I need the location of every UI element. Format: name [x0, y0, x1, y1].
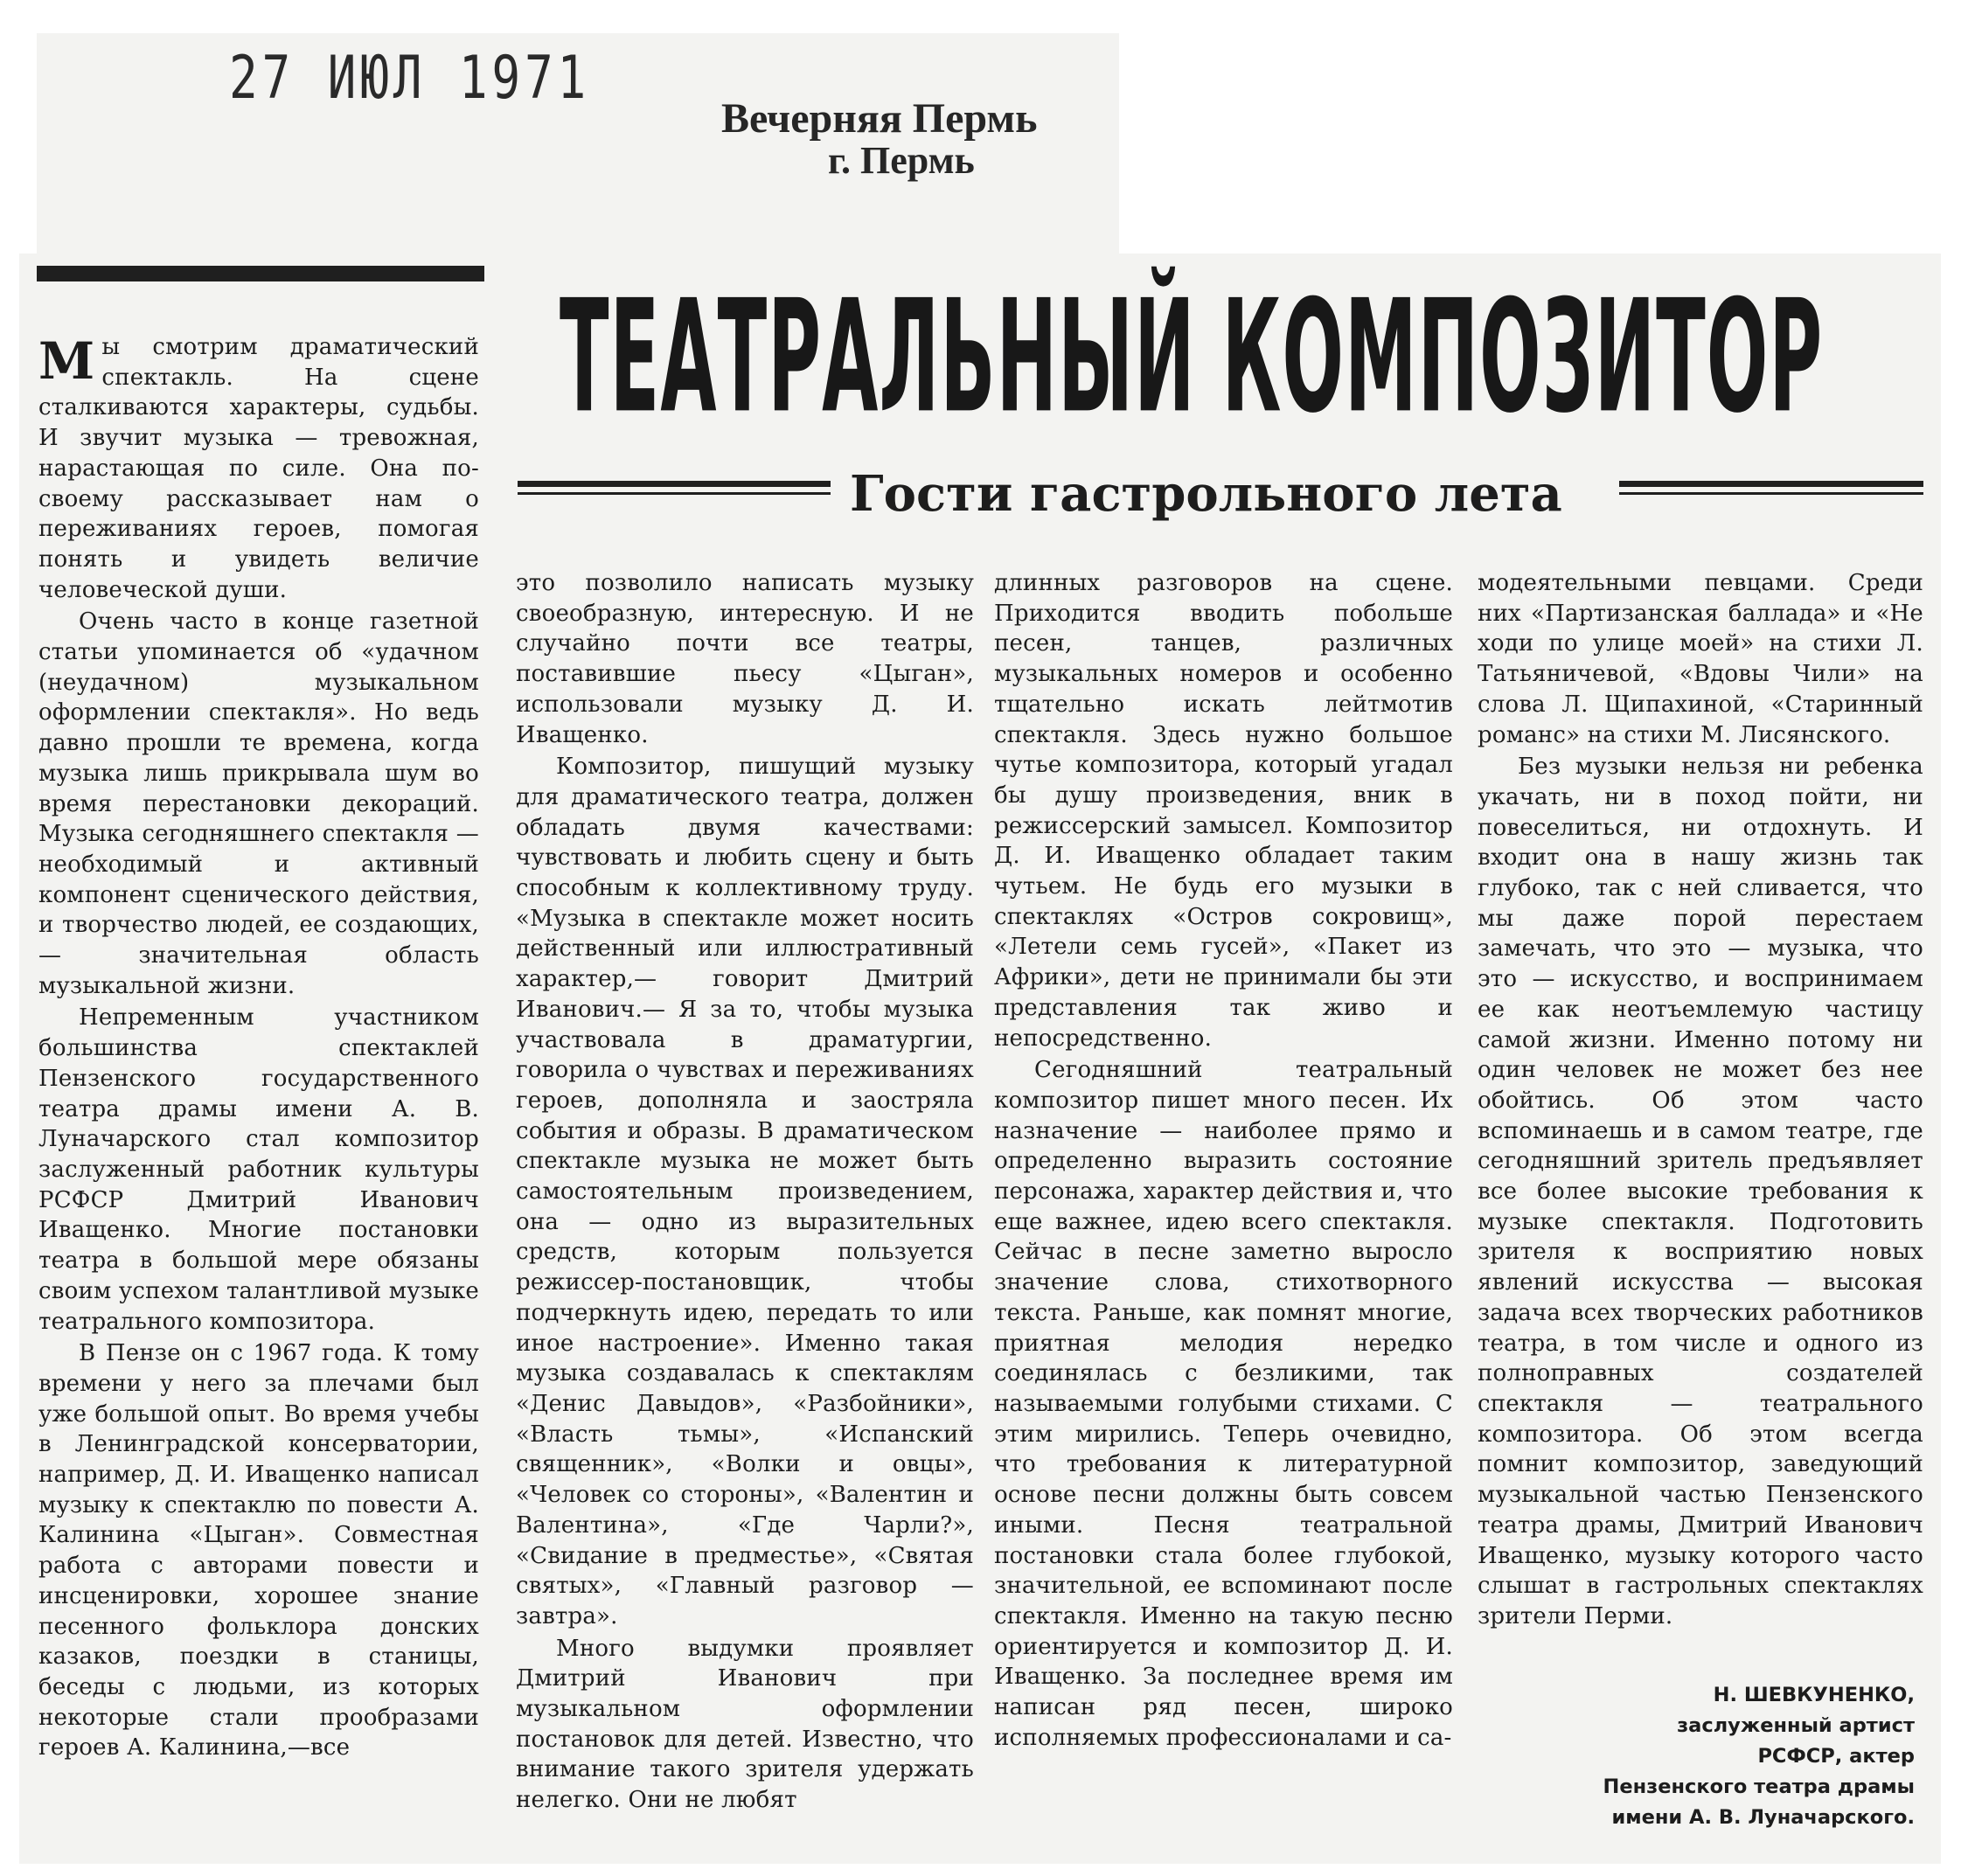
lead-text: ы смотрим драматический спектакль. На сцене сталкиваются характеры, судьбы. И звучит музыка — тревожная, нарастающая по силе. Она по-своему рассказывает нам о переживаниях героев, помогая понять и увидеть величие человеческой души.	[38, 334, 479, 603]
paragraph-continued: длинных разговоров на сцене. Приходится вводить побольше песен, танцев, различных музыкальных номеров и особенно тщательно искать лейтмотив спектакля. Здесь нужно большое чутье композитора, который угадал бы душу произведения, вник в режиссерский замысел. Композитор Д. И. Иващенко обладает таким чутьем. Не будь его музыки в спектаклях «Остров сокровищ», «Летели семь гусей», «Пакет из Африки», дети не принимали бы эти представления так живо и непосредственно.	[994, 570, 1453, 1052]
drop-cap: М	[38, 331, 95, 391]
paragraph: Композитор, пишущий музыку для драматического театра, должен обладать двумя качествами: чувствовать и любить сцену и быть способным к коллективному труду. «Музыка в спектакле может носить действенный или иллюстративный характер,— говорит Дмитрий Иванович.— Я за то, чтобы музыка участвовала в драматургии, говорила о чувствах и переживаниях героев, дополняла и заостряла события и образы. В драматическом спектакле музыка не может быть самостоятельным произведением, она — одно из выразительных средств, которым пользуется режиссер-постановщик, чтобы подчеркнуть идею, передать то или иное настроение». Именно такая музыка создавалась к спектаклям «Денис Давыдов», «Разбойники», «Власть тьмы», «Испанский священник», «Волки и овцы», «Человек со стороны», «Валентин и Валентина», «Где Чарли?», «Свидание в предместье», «Святая святых», «Главный разговор — завтра».	[516, 754, 974, 1629]
paragraph-continued: это позволило написать музыку своеобразную, интересную. И не случайно почти все театры, поставившие пьесу «Цыган», использовали музыку Д. И. Иващенко.	[516, 570, 974, 748]
subtitle-rule-left	[518, 481, 831, 487]
article-subtitle: Гости гастрольного лета	[850, 465, 1562, 523]
paragraph: В Пензе он с 1967 года. К тому времени у него за плечами был уже большой опыт. Во время учебы в Ленинградской консерватории, например, Д. И. Иващенко написал музыку к спектаклю по повести А. Калинина «Цыган». Совместная работа с авторами повести и инсценировки, хорошее знание песенного фольклора донских казаков, поездки в станицы, беседы с людьми, из которых некоторые стали прообразами героев А. Калинина,—все	[38, 1340, 479, 1761]
subtitle-rule-right	[1619, 481, 1923, 487]
article-column-3	[994, 568, 1453, 1754]
date-stamp: 27 ИЮЛ 1971	[229, 44, 591, 113]
article-column-1	[38, 332, 479, 1765]
paragraph: Очень часто в конце газетной статьи упоминается об «удачном (неудачном) музыкальном оформлении спектакля». Но ведь давно прошли те времена, когда музыка лишь прикрывала шум во время перестановки декораций. Музыка сегодняшнего спектакля — необходимый и активный компонент сценического действия, и творчество людей, ее создающих,— значительная область музыкальной жизни.	[38, 608, 479, 999]
author-signature	[1478, 1680, 1915, 1833]
author-title-line: РСФСР, актер	[1757, 1745, 1915, 1768]
subtitle-rule-right-thin	[1619, 492, 1923, 495]
author-title-line: Пензенского театра драмы	[1603, 1775, 1915, 1798]
paragraph: Сегодняшний театральный композитор пишет много песен. Их назначение — наиболее прямо и определенно выразить состояние персонажа, характер действия и, что еще важнее, идею всего спектакля. Сейчас в песне заметно выросло значение слова, стихотворного текста. Раньше, как помнят многие, приятная мелодия нередко соединялась с безликими, так называемыми голубыми стихами. С этим мирились. Теперь очевидно, что требования к литературной основе песни должны быть совсем иными. Песня театральной постановки стала более глубокой, значительной, ее вспоминают после спектакля. Именно на такую песню ориентируется и композитор Д. И. Иващенко. За последнее время им написан ряд песен, широко исполняемых профессионалами и са-	[994, 1057, 1453, 1751]
newspaper-name-stamp: Вечерняя Пермь	[721, 95, 1038, 142]
article-column-4	[1478, 568, 1923, 1634]
newspaper-city-stamp: г. Пермь	[828, 139, 975, 182]
author-name: Н. ШЕВКУНЕНКО,	[1713, 1684, 1915, 1706]
paragraph: Непременным участником большинства спектаклей Пензенского государственного театра драмы имени А. В. Луначарского стал композитор заслуженный работник культуры РСФСР Дмитрий Иванович Иващенко. Многие постановки театра в большой мере обязаны своим успехом талантливой музыке театрального композитора.	[38, 1004, 479, 1335]
article-column-2	[516, 568, 974, 1817]
author-title-line: заслуженный артист	[1677, 1714, 1915, 1737]
paragraph: Много выдумки проявляет Дмитрий Иванович при музыкальном оформлении постановок для детей. Известно, что внимание такого зрителя удержать нелегко. Они не любят	[516, 1635, 974, 1814]
paragraph-continued: модеятельными певцами. Среди них «Партизанская баллада» и «Не ходи по улице моей» на стихи Л. Татьяничевой, «Вдовы Чили» на слова Л. Щипахиной, «Старинный романс» на стихи М. Лисянского.	[1478, 570, 1923, 748]
article-headline: ТЕАТРАЛЬНЫЙ КОМПОЗИТОР	[560, 267, 1824, 448]
subtitle-rule-left-thin	[518, 492, 831, 495]
paragraph: Без музыки нельзя ни ребенка укачать, ни в поход пойти, ни повеселиться, ни отдохнуть. И входит она в нашу жизнь так глубоко, так с ней сливается, что мы даже порой перестаем замечать, что это — музыка, что это — искусство, и воспринимаем ее как неотъемлемую частицу самой жизни. Именно потому ни один человек не может без нее обойтись. Об этом часто вспоминаешь и в самом театре, где сегодняшний зритель предъявляет все более высокие требования к музыке спектакля. Подготовить зрителя к восприятию новых явлений искусства — высокая задача всех творческих работников театра, в том числе и одного из полноправных создателей спектакля — театрального композитора. Об этом всегда помнит композитор, заведующий музыкальной частью Пензенского театра драмы, Дмитрий Иванович Иващенко, музыку которого часто слышат в гастрольных спектаклях зрители Перми.	[1478, 754, 1923, 1629]
lead-paragraph	[38, 332, 479, 605]
author-title-line: имени А. В. Луначарского.	[1611, 1806, 1915, 1829]
column-rule	[37, 266, 484, 281]
